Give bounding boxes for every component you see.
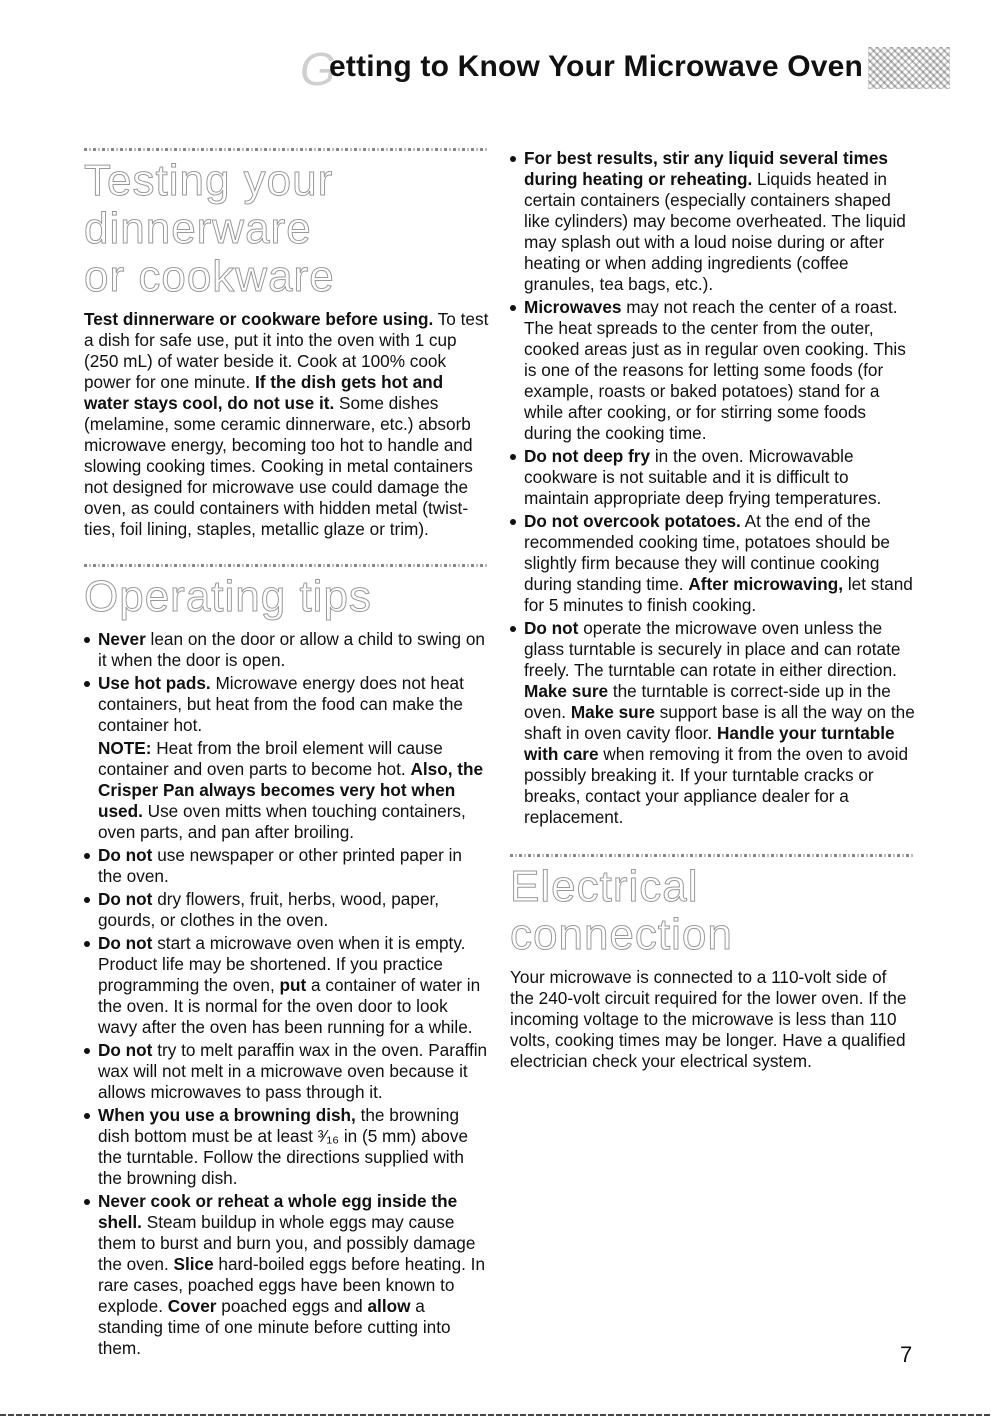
body-text: To test a dish for safe use, put it into the oven with 1 cup (250 mL) of water beside it. Cook at 100% cook power for one minute. (84, 309, 489, 392)
section-divider (84, 564, 489, 567)
list-item: Do not dry flowers, fruit, herbs, wood, paper, gourds, or clothes in the oven. (84, 889, 489, 931)
body-text: Some dishes (melamine, some ceramic dinnerware, etc.) absorb microwave energy, becoming too hot to handle and slowing cooking times. Cooking in metal containers not designed for microwave use could damage the oven, as could containers with hidden metal (twist-ties, foil lining, staples, metallic glaze or trim). (84, 393, 473, 539)
testing-paragraph (84, 309, 489, 540)
list-item: Do not use newspaper or other printed paper in the oven. (84, 845, 489, 887)
section-title-testing (84, 157, 489, 301)
list-item: Do not try to melt paraffin wax in the oven. Paraffin wax will not melt in a microwave oven because it allows microwaves to pass through it. (84, 1040, 489, 1103)
page-title: etting to Know Your Microwave Oven (329, 50, 864, 83)
list-item: For best results, stir any liquid several times during heating or reheating. Liquids heated in certain containers (especially containers shaped like cylinders) may become overheated. The liquid may splash out with a loud noise during or after heating or when adding ingredients (coffee granules, tea bags, etc.). (510, 148, 915, 295)
section-title-electrical (510, 863, 915, 959)
list-item: Never lean on the door or allow a child to swing on it when the door is open. (84, 629, 489, 671)
header-initial: G (300, 43, 336, 95)
tips-list-left (84, 629, 489, 1359)
section-divider (510, 854, 915, 857)
page-number: 7 (900, 1342, 913, 1367)
note-text: NOTE: Heat from the broil element will cause container and oven parts to become hot. Also, the Crisper Pan always becomes very hot when used. Use oven mitts when touching containers, oven parts, and pan after broiling. (98, 738, 484, 842)
section-title-line: connection (510, 910, 733, 959)
right-column (510, 148, 915, 1072)
tips-list-right (510, 148, 915, 828)
bold-text: If the dish gets hot and water stays cool, do not use it. (84, 372, 444, 413)
list-item: Do not operate the microwave oven unless the glass turntable is securely in place and can rotate freely. The turntable can rotate in either direction. Make sure the turntable is correct-side up in the oven. Make sure support base is all the way on the shaft in oven cavity floor. Handle your turntable with care when removing it from the oven to avoid possibly breaking it. If your turntable cracks or breaks, contact your appliance dealer for a replacement. (510, 618, 915, 828)
list-item: When you use a browning dish, the browning dish bottom must be at least ³⁄₁₆ in (5 mm) above the turntable. Follow the directions supplied with the browning dish. (84, 1105, 489, 1189)
electrical-paragraph: Your microwave is connected to a 110-volt side of the 240-volt circuit required for the lower oven. If the incoming voltage to the microwave is less than 110 volts, cooking times may be longer. Have a qualified electrician check your electrical system. (510, 967, 907, 1071)
list-item: Never cook or reheat a whole egg inside the shell. Steam buildup in whole eggs may cause them to burst and burn you, and possibly damage the oven. Slice hard-boiled eggs before heating. In rare cases, poached eggs have been known to explode. Cover poached eggs and allow a standing time of one minute before cutting into them. (84, 1191, 489, 1359)
section-title-line: Testing your dinnerware (84, 156, 334, 253)
left-column (84, 148, 489, 1361)
list-item: Do not overcook potatoes. At the end of the recommended cooking time, potatoes should be slightly firm because they will continue cooking during standing time. After microwaving, let stand for 5 minutes to finish cooking. (510, 511, 915, 616)
section-title-line: or cookware (84, 252, 335, 301)
bold-text: Test dinnerware or cookware before using. (84, 309, 434, 329)
header-decoration (868, 47, 950, 89)
section-title-line: Electrical (510, 862, 699, 911)
list-item: Do not start a microwave oven when it is empty. Product life may be shortened. If you practice programming the oven, put a container of water in the oven. It is normal for the oven door to look wavy after the oven has been running for a while. (84, 933, 489, 1038)
list-item: Use hot pads. Microwave energy does not heat containers, but heat from the food can make the container hot. NOTE: Heat from the broil element will cause container and oven parts to become hot. Also, the Crisper Pan always becomes very hot when used. Use oven mitts when touching containers, oven parts, and pan after broiling. (84, 673, 489, 843)
bottom-rule (0, 1414, 991, 1416)
list-item: Do not deep fry in the oven. Microwavable cookware is not suitable and it is difficult to maintain appropriate deep frying temperatures. (510, 446, 915, 509)
page-header (300, 38, 960, 98)
section-title-operating (84, 573, 489, 621)
list-item: Microwaves may not reach the center of a roast. The heat spreads to the center from the outer, cooked areas just as in regular oven cooking. This is one of the reasons for letting some foods (for example, roasts or baked potatoes) stand for a while after cooking, or for stirring some foods during the cooking time. (510, 297, 915, 444)
section-divider (84, 148, 489, 151)
section-title-line: Operating tips (84, 572, 372, 621)
